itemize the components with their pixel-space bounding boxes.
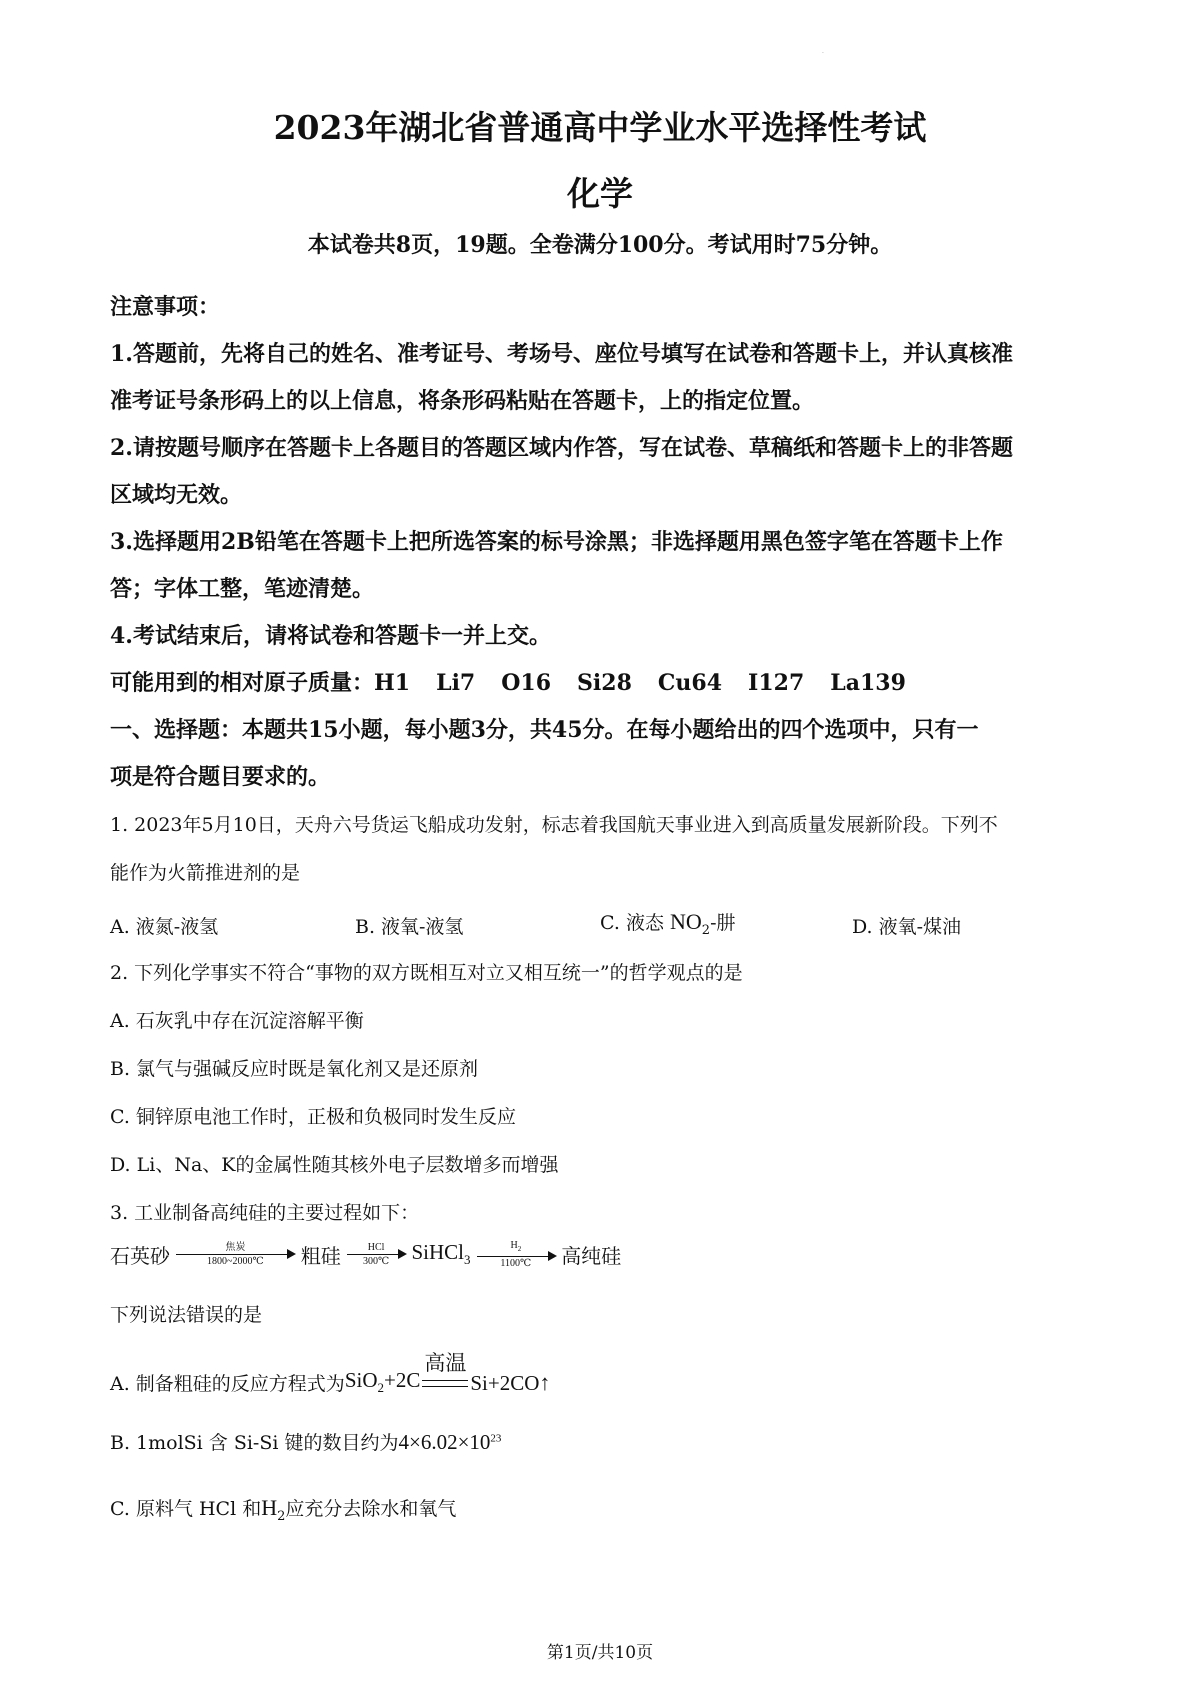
q1-stem-line-2: 能作为火箭推进剂的是 (110, 862, 301, 884)
q3-sio2-subscript: 2 (377, 1380, 384, 1395)
notice-line-4: 区域均无效。 (110, 482, 243, 508)
flow-arrow-1 (176, 1242, 294, 1267)
notice-line-6: 答；字体工整，笔迹清楚。 (110, 576, 375, 602)
equals-sign-icon (422, 1380, 468, 1387)
q1-option-b: B. 液氧-液氢 (355, 916, 464, 938)
q1-option-c-label: C. 液态 (600, 912, 664, 934)
scan-speck: · (822, 50, 824, 57)
q3-reaction-condition (420, 1352, 470, 1396)
q2-option-c: C. 铜锌原电池工作时，正极和负极同时发生反应 (110, 1106, 516, 1128)
gas-arrow-up-icon: ↑ (539, 1370, 551, 1395)
q3-sio2: SiO (344, 1367, 378, 1392)
q3-option-a (110, 1352, 550, 1396)
mass-h: H1 (374, 670, 411, 696)
section-heading-line-2: 项是符合题目要求的。 (110, 764, 331, 790)
flow-arrow-2 (347, 1242, 405, 1267)
q2-option-a: A. 石灰乳中存在沉淀溶解平衡 (110, 1010, 364, 1032)
q3-plus-2c: +2C (384, 1367, 421, 1392)
q1-option-c-suffix: -肼 (710, 912, 736, 934)
q3-option-c-label: C. 原料气 HCl 和 (110, 1498, 262, 1520)
arrow-right-icon (176, 1254, 294, 1255)
q1-option-a: A. 液氮-液氢 (110, 916, 219, 938)
flow-crude-silicon: 粗硅 (300, 1244, 341, 1268)
flow-arrow-1-reagent: 焦炭 (225, 1242, 246, 1253)
flow-pure-silicon: 高纯硅 (561, 1244, 622, 1268)
flow-sihcl3 (411, 1240, 471, 1268)
arrow-right-icon (477, 1256, 555, 1257)
q3-stem: 3. 工业制备高纯硅的主要过程如下： (110, 1202, 420, 1224)
q3-equation-left (344, 1367, 421, 1395)
q3-h2-formula: H (261, 1495, 278, 1520)
flow-arrow-3-h: H (510, 1240, 518, 1251)
arrow-right-icon (347, 1254, 405, 1255)
flow-arrow-2-temp: 300℃ (362, 1256, 390, 1267)
exam-title: 2023年湖北省普通高中学业水平选择性考试 (273, 108, 927, 147)
mass-i: I127 (748, 670, 805, 696)
q2-option-d: D. Li、Na、K的金属性随其核外电子层数增多而增强 (110, 1154, 559, 1176)
q1-no2-formula: NO (670, 909, 702, 934)
notice-line-5: 3.选择题用2B铅笔在答题卡上把所选答案的标号涂黑；非选择题用黑色签字笔在答题卡上作 (110, 529, 1003, 555)
q3-question: 下列说法错误的是 (110, 1304, 263, 1326)
notice-line-7: 4.考试结束后，请将试卷和答题卡一并上交。 (110, 623, 551, 649)
q3-option-a-label: A. 制备粗硅的反应方程式为 (110, 1373, 345, 1395)
q2-stem: 2. 下列化学事实不符合“事物的双方既相互对立又相互统一”的哲学观点的是 (110, 962, 743, 984)
flow-quartz-sand: 石英砂 (110, 1244, 170, 1268)
flow-sihcl3-subscript: 3 (463, 1252, 471, 1268)
atomic-masses (110, 666, 906, 697)
q1-stem-line-1: 1. 2023年5月10日，天舟六号货运飞船成功发射，标志着我国航天事业进入到高质量发展新阶段。下列不 (110, 814, 998, 836)
page-footer: 第1页/共10页 (546, 1643, 654, 1663)
subject-title: 化学 (567, 174, 633, 213)
section-heading-line-1: 一、选择题：本题共15小题，每小题3分，共45分。在每小题给出的四个选项中，只有一 (110, 717, 979, 743)
flow-arrow-3 (477, 1240, 555, 1269)
mass-la: La139 (830, 670, 906, 696)
flow-sihcl3-formula: SiHCl (411, 1240, 464, 1265)
flow-arrow-2-reagent: HCl (367, 1242, 385, 1253)
q3-option-c-suffix: 应充分去除水和氧气 (285, 1498, 457, 1520)
q3-option-c (110, 1494, 456, 1524)
q1-option-d: D. 液氧-煤油 (852, 916, 962, 938)
flow-arrow-1-temp: 1800~2000℃ (207, 1256, 264, 1267)
atomic-masses-label: 可能用到的相对原子质量： (110, 670, 375, 696)
q3-option-b-exponent: 23 (490, 1432, 502, 1445)
q3-high-temp: 高温 (424, 1351, 467, 1375)
flow-arrow-3-sub: 2 (517, 1245, 522, 1253)
q3-option-b-expression: 4×6.02×10 (398, 1430, 491, 1454)
q3-equation-right: Si+2CO (470, 1371, 540, 1395)
q3-option-b-label: B. 1molSi 含 Si-Si 键的数目约为 (110, 1432, 399, 1454)
q3-option-b (110, 1428, 501, 1455)
mass-li: Li7 (436, 670, 476, 696)
flow-arrow-3-reagent (477, 1240, 555, 1255)
q1-option-c (600, 908, 735, 938)
notice-line-3: 2.请按题号顺序在答题卡上各题目的答题区域内作答，写在试卷、草稿纸和答题卡上的非答题 (110, 435, 1013, 461)
q1-no2-subscript: 2 (701, 922, 711, 938)
exam-info: 本试卷共8页，19题。全卷满分100分。考试用时75分钟。 (307, 232, 893, 258)
notice-line-1: 1.答题前，先将自己的姓名、准考证号、考场号、座位号填写在试卷和答题卡上，并认真核准 (110, 341, 1013, 367)
notice-heading: 注意事项： (110, 294, 221, 320)
mass-si: Si28 (577, 670, 632, 696)
q3-h2-subscript: 2 (277, 1508, 286, 1524)
mass-cu: Cu64 (657, 670, 723, 696)
flow-arrow-3-temp: 1100℃ (500, 1258, 532, 1269)
notice-line-2: 准考证号条形码上的以上信息，将条形码粘贴在答题卡，上的指定位置。 (110, 388, 815, 414)
mass-o: O16 (501, 670, 552, 696)
q3-process-flow (110, 1240, 621, 1269)
q2-option-b: B. 氯气与强碱反应时既是氧化剂又是还原剂 (110, 1058, 479, 1080)
